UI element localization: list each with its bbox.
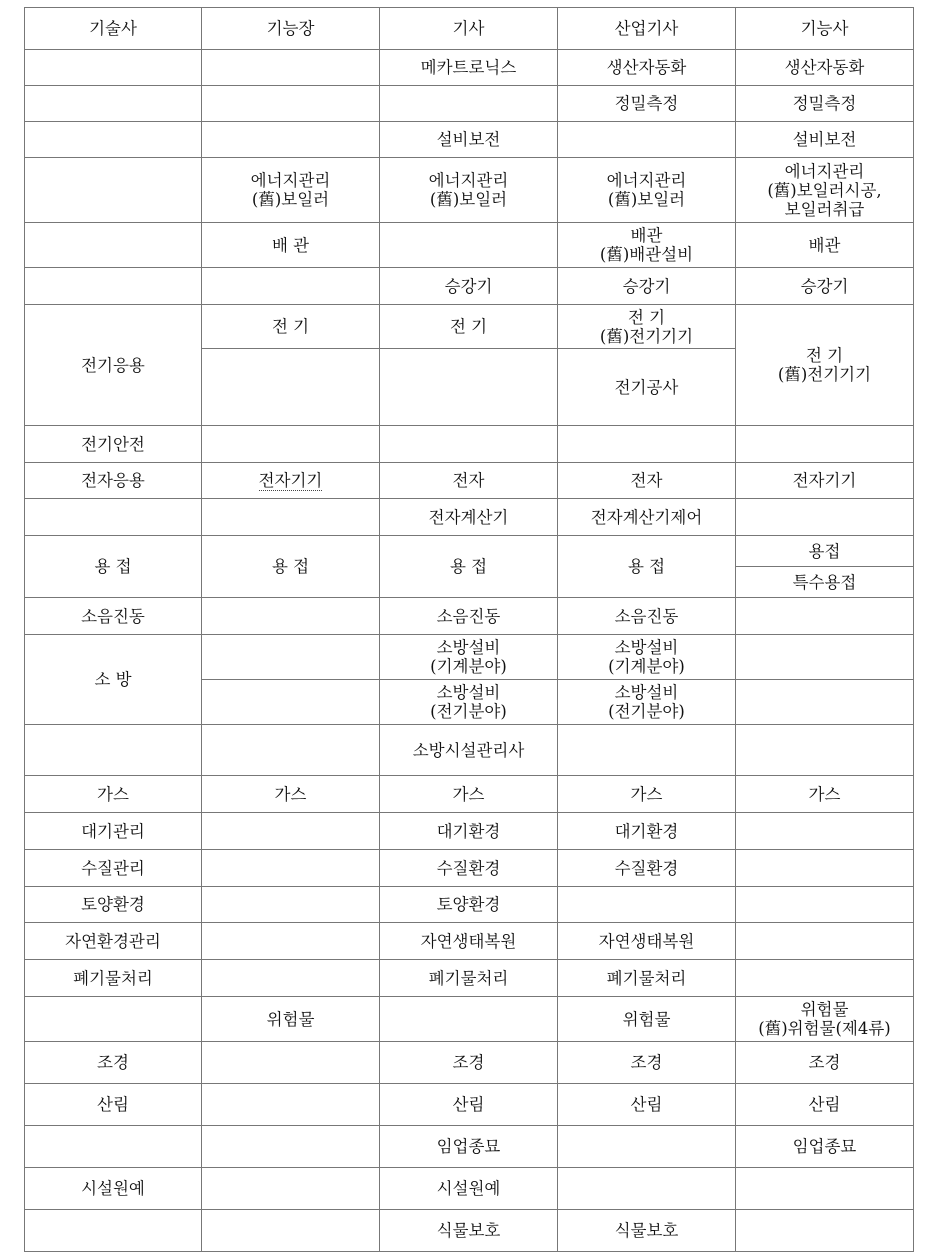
table-cell: 배 관 [202,223,380,268]
table-cell [25,50,202,86]
table-cell [736,850,914,887]
table-cell: 메카트로닉스 [380,50,558,86]
table-cell [736,426,914,463]
table-cell: 전자기기 [736,463,914,499]
table-row [25,997,914,1042]
table-cell [25,1210,202,1252]
table-cell [202,1084,380,1126]
table-cell: 가스 [380,776,558,813]
table-cell: 배관 [736,223,914,268]
table-cell: 대기관리 [25,813,202,850]
table-cell [736,923,914,960]
table-row [25,223,914,268]
table-cell: 임업종묘 [736,1126,914,1168]
table-cell: 가스 [736,776,914,813]
table-cell [558,158,736,223]
table-cell [202,158,380,223]
qualification-table [24,7,914,1252]
qualification-document [24,7,914,1252]
table-cell [380,680,558,725]
table-cell [202,426,380,463]
table-cell [202,960,380,997]
table-row [25,1126,914,1168]
table-row [25,635,914,680]
column-header: 기능장 [202,8,380,50]
table-cell [736,960,914,997]
table-cell: 소방시설관리사 [380,725,558,776]
cell-line: 소방설비 [614,683,679,702]
table-cell: 설비보전 [380,122,558,158]
table-cell [202,268,380,305]
table-cell: 용접 [736,536,914,567]
table-cell [380,158,558,223]
table-cell [736,1168,914,1210]
table-cell: 대기환경 [380,813,558,850]
table-cell: 수질환경 [558,850,736,887]
table-row [25,887,914,923]
column-header: 기술사 [25,8,202,50]
table-cell: 산림 [25,1084,202,1126]
table-row [25,813,914,850]
table-cell [736,1210,914,1252]
table-row [25,305,914,349]
table-row [25,426,914,463]
cell-line: (전기분야) [608,702,685,721]
table-cell: 임업종묘 [380,1126,558,1168]
table-cell [736,997,914,1042]
table-cell: 폐기물처리 [380,960,558,997]
table-cell [558,725,736,776]
table-cell: 수질환경 [380,850,558,887]
table-cell [202,923,380,960]
table-cell: 용 접 [558,536,736,598]
table-cell [558,122,736,158]
table-cell [25,499,202,536]
table-cell [380,223,558,268]
table-row [25,158,914,223]
table-cell: 산림 [380,1084,558,1126]
table-cell [736,887,914,923]
table-cell: 전자응용 [25,463,202,499]
table-cell [25,725,202,776]
table-cell [736,598,914,635]
table-cell [558,305,736,349]
table-cell [202,1042,380,1084]
cell-line: 위험물 [800,1000,849,1019]
table-cell [25,158,202,223]
table-cell [202,86,380,122]
cell-line: (舊)전기기기 [777,365,872,384]
cell-line: 배관 [630,226,663,245]
table-cell: 생산자동화 [558,50,736,86]
table-cell: 승강기 [380,268,558,305]
table-cell: 승강기 [736,268,914,305]
cell-line: (舊)보일러 [607,190,686,209]
table-cell [558,223,736,268]
table-cell: 가스 [25,776,202,813]
table-cell: 설비보전 [736,122,914,158]
cell-line: (舊)보일러 [251,190,330,209]
table-cell [736,158,914,223]
table-cell: 자연생태복원 [380,923,558,960]
table-cell [736,305,914,426]
cell-line: 에너지관리 [606,171,687,190]
table-cell [202,463,380,499]
table-cell [202,725,380,776]
table-cell: 용 접 [25,536,202,598]
table-cell [736,499,914,536]
cell-line: 에너지관리 [784,161,865,181]
table-row [25,1084,914,1126]
table-row [25,122,914,158]
table-cell [25,268,202,305]
cell-line: 보일러취급 [784,199,865,219]
table-cell: 특수용접 [736,567,914,598]
cell-line: (舊)전기기기 [599,326,694,346]
table-cell [558,680,736,725]
table-cell: 산림 [558,1084,736,1126]
cell-line: 전 기 [805,346,844,365]
cell-line: 에너지관리 [428,171,509,190]
table-cell: 전 기 [202,305,380,349]
table-cell [25,122,202,158]
table-row [25,1042,914,1084]
table-cell: 전기안전 [25,426,202,463]
column-header: 기능사 [736,8,914,50]
table-cell [202,635,380,680]
cell-line: 전 기 [627,307,666,327]
table-cell: 전 기 [380,305,558,349]
table-cell [380,997,558,1042]
cell-line: (기계분야) [608,657,685,676]
table-cell [558,887,736,923]
table-cell [25,997,202,1042]
cell-line: (전기분야) [430,702,507,721]
table-cell [380,635,558,680]
table-row [25,536,914,567]
table-cell: 조경 [558,1042,736,1084]
table-row [25,725,914,776]
table-cell: 소 방 [25,635,202,725]
table-cell: 소음진동 [380,598,558,635]
table-cell [558,635,736,680]
table-cell [380,349,558,426]
table-cell [736,725,914,776]
header-row [25,8,914,50]
table-cell [736,635,914,680]
table-cell [202,1126,380,1168]
table-row [25,850,914,887]
table-cell [202,499,380,536]
cell-line: (기계분야) [430,657,507,676]
table-cell: 수질관리 [25,850,202,887]
cell-line: 소방설비 [614,638,679,657]
table-row [25,1168,914,1210]
table-cell: 전자 [558,463,736,499]
table-cell [202,1168,380,1210]
table-cell: 정밀측정 [558,86,736,122]
cell-line: (舊)위험물(제4류) [758,1019,891,1038]
table-cell: 용 접 [202,536,380,598]
table-cell: 대기환경 [558,813,736,850]
table-cell: 용 접 [380,536,558,598]
table-cell [736,813,914,850]
table-cell: 조경 [736,1042,914,1084]
cell-line: (舊)배관설비 [599,245,694,264]
table-row [25,960,914,997]
table-cell: 생산자동화 [736,50,914,86]
table-cell: 토양환경 [25,887,202,923]
table-cell [202,850,380,887]
cell-text: 전자기기 [258,471,323,490]
table-cell [558,1168,736,1210]
table-cell [558,1126,736,1168]
table-cell [202,813,380,850]
cell-line: 소방설비 [436,683,501,702]
table-cell: 자연생태복원 [558,923,736,960]
table-cell: 폐기물처리 [25,960,202,997]
table-cell: 소음진동 [558,598,736,635]
table-cell [202,50,380,86]
table-cell [736,680,914,725]
table-cell: 승강기 [558,268,736,305]
cell-line: 소방설비 [436,638,501,657]
table-cell: 자연환경관리 [25,923,202,960]
table-cell: 조경 [380,1042,558,1084]
table-cell [380,86,558,122]
table-row [25,598,914,635]
table-row [25,776,914,813]
table-cell: 식물보호 [380,1210,558,1252]
table-cell: 전자 [380,463,558,499]
table-cell [202,1210,380,1252]
cell-line: (舊)보일러시공, [767,180,882,200]
cell-line: 에너지관리 [250,171,331,190]
table-cell: 토양환경 [380,887,558,923]
table-row [25,86,914,122]
table-row [25,1210,914,1252]
column-header: 산업기사 [558,8,736,50]
table-cell: 폐기물처리 [558,960,736,997]
table-cell [202,887,380,923]
table-row [25,50,914,86]
cell-line: (舊)보일러 [429,190,508,209]
table-cell [25,223,202,268]
table-cell: 위험물 [202,997,380,1042]
table-cell: 전자계산기제어 [558,499,736,536]
table-cell: 소음진동 [25,598,202,635]
table-cell [380,426,558,463]
table-cell: 시설원예 [380,1168,558,1210]
table-cell: 시설원예 [25,1168,202,1210]
table-row [25,499,914,536]
table-cell: 조경 [25,1042,202,1084]
table-row [25,463,914,499]
table-cell: 산림 [736,1084,914,1126]
table-cell: 전기공사 [558,349,736,426]
table-cell: 식물보호 [558,1210,736,1252]
table-cell [202,349,380,426]
table-row [25,268,914,305]
table-cell: 위험물 [558,997,736,1042]
table-cell [25,86,202,122]
table-cell [202,122,380,158]
table-cell: 가스 [202,776,380,813]
table-cell [202,598,380,635]
table-cell: 가스 [558,776,736,813]
table-cell [202,680,380,725]
table-cell: 정밀측정 [736,86,914,122]
table-cell: 전기응용 [25,305,202,426]
table-cell [25,1126,202,1168]
table-cell: 전자계산기 [380,499,558,536]
table-cell [558,426,736,463]
column-header: 기사 [380,8,558,50]
table-row [25,923,914,960]
